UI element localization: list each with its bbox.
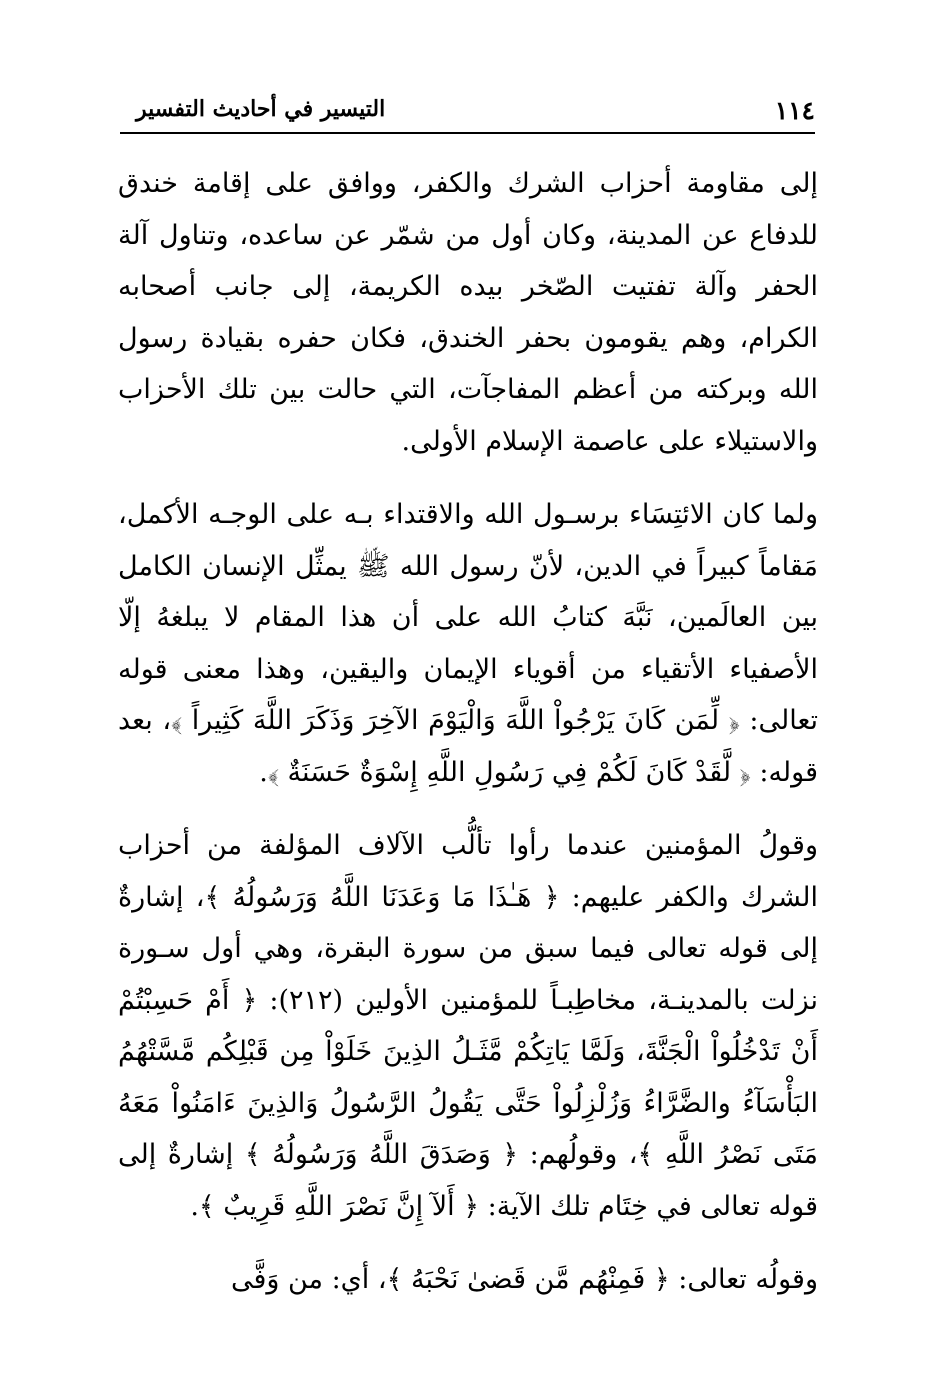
page-number: ١١٤ bbox=[774, 96, 815, 125]
body-text bbox=[118, 158, 818, 1306]
paragraph: وقولُ المؤمنين عندما رأوا تألُّب الآلاف المؤلفة من أحزاب الشرك والكفر عليهم: ﴿ هَـٰذَا مَا وَعَدَنَا اللَّهُ وَرَسُولُهُ ﴾، إشارةٌ إلى قوله تعالى فيما سبق من سورة البقرة، وهي أول سـورة نزلت بالمدينـة، مخاطِبـاً للمؤمنين الأولين (٢١٢): ﴿ أَمْ حَسِبْتُمْ أَنْ تَدْخُلُواْ الْجَنَّةَ، وَلَمَّا يَاتِكُمْ مَّثَـلُ الذِينَ خَلَوْاْ مِن قَبْلِكُم مَّسَّتْهُمُ البَأْسَآءُ والضَّرَّاءُ وَزُلْزِلُواْ حَتَّى يَقُولُ الرَّسُولُ وَالذِينَ ءَامَنُواْ مَعَهُ مَتَى نَصْرُ اللَّهِ ﴾، وقولُهم: ﴿ وَصَدَقَ اللَّهُ وَرَسُولُهُ ﴾ إشارةٌ إلى قوله تعالى في خِتَام تلك الآية: ﴿ أَلآ إِنَّ نَصْرَ اللَّهِ قَرِيبٌ ﴾. bbox=[118, 830, 818, 1222]
page-header bbox=[120, 92, 815, 134]
paragraph: وقولُه تعالى: ﴿ فَمِنْهُم مَّن قَضىٰ نَحْبَهُ ﴾، أي: من وَفَّى bbox=[230, 1264, 818, 1295]
paragraph: إلى مقاومة أحزاب الشرك والكفر، ووافق على إقامة خندق للدفاع عن المدينة، وكان أول من شمّر عن ساعده، وتناول آلة الحفر وآلة تفتيت الصّخر بيده الكريمة، إلى جانب أصحابه الكرام، وهم يقومون بحفر الخندق، فكان حفره بقيادة رسول الله وبركته من أعظم المفاجآت، التي حالت بين تلك الأحزاب والاستيلاء على عاصمة الإسلام الأولى. bbox=[118, 168, 818, 457]
running-title: التيسير في أحاديث التفسير bbox=[136, 96, 386, 122]
paragraph: ولما كان الائتِسَاء برسـول الله والاقتداء بـه على الوجـه الأكمل، مَقاماً كبيراً في الدين، لأنّ رسول الله ﷺ يمثِّل الإنسان الكامل بين العالَمين، نَبَّهَ كتابُ الله على أن هذا المقام لا يبلغهُ إلّا الأصفياء الأتقياء من أقوياء الإيمان واليقين، وهذا معنى قوله تعالى: ﴿ لِّمَن كَانَ يَرْجُواْ اللَّهَ وَالْيَوْمَ الآخِرَ وَذَكَرَ اللَّهَ كَثِيراً ﴾، بعد قوله: ﴿ لَّقَدْ كَانَ لَكُمْ فِي رَسُولِ اللَّهِ إِسْوَةٌ حَسَنَةٌ ﴾. bbox=[118, 499, 818, 788]
